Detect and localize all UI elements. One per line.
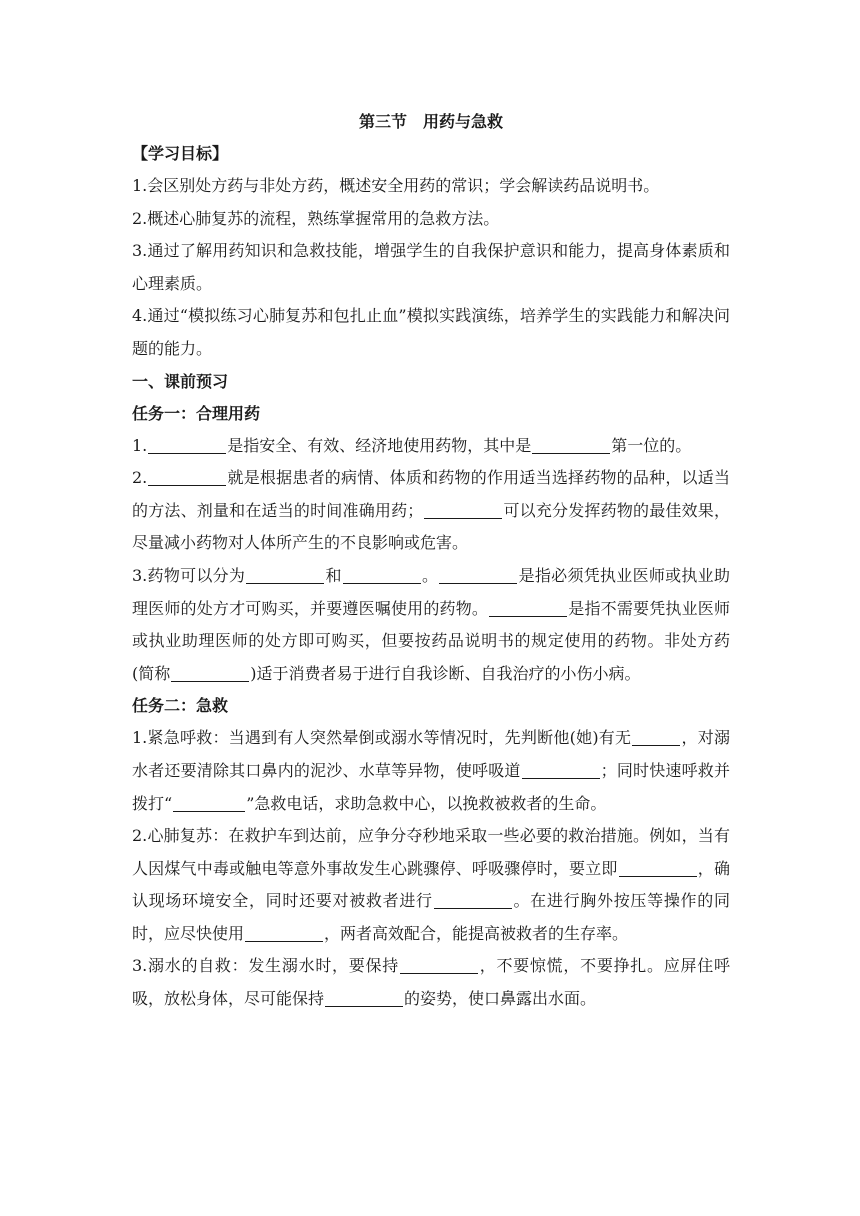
task2-question-1 — [132, 722, 730, 820]
text-segment: 和 — [325, 565, 342, 585]
text-segment: 3.溺水的自救：发生溺水时，要保持 — [132, 956, 399, 976]
text-segment: 3.药物可以分为 — [132, 565, 246, 585]
fill-blank[interactable] — [148, 437, 226, 454]
fill-blank[interactable] — [246, 567, 324, 584]
fill-blank[interactable] — [489, 600, 567, 617]
fill-blank[interactable] — [434, 892, 512, 909]
fill-blank[interactable] — [400, 957, 478, 974]
fill-blank[interactable] — [632, 729, 680, 746]
task1-heading: 任务一：合理用药 — [132, 403, 261, 423]
text-segment: ，确认现场环境安全，同时还要对被救者进行 — [132, 858, 730, 911]
task1-question-2 — [132, 462, 730, 560]
fill-blank[interactable] — [325, 990, 403, 1007]
objective-3: 3.通过了解用药知识和急救技能，增强学生的自我保护意识和能力，提高身体素质和心理素质。 — [132, 241, 730, 293]
worksheet-content — [132, 108, 730, 1016]
text-segment: 可以充分发挥药物的最佳效果，尽量减小药物对人体所产生的不良影响或危害。 — [132, 500, 730, 553]
text-segment: 2.心肺复苏：在救护车到达前，应争分夺秒地采取一些必要的救治措施。例如，当有人因煤气中毒或触电等意外事故发生心跳骤停、呼吸骤停时，要立即 — [132, 826, 730, 878]
text-segment: ，两者高效配合，能提高被救者的生存率。 — [324, 923, 629, 943]
text-segment: 是指必须凭执业医师或执业助理医师的处方才可购买，并要遵医嘱使用的药物。 — [132, 565, 730, 618]
fill-blank[interactable] — [173, 795, 245, 812]
fill-blank[interactable] — [148, 469, 226, 486]
text-segment: 1. — [132, 435, 148, 455]
task1-question-3 — [132, 560, 730, 690]
page-title: 第三节 用药与急救 — [358, 112, 503, 131]
objective-4: 4.通过“模拟练习心肺复苏和包扎止血”模拟实践演练，培养学生的实践能力和解决问题的能力。 — [132, 306, 730, 358]
text-segment: )适于消费者易于进行自我诊断、自我治疗的小伤小病。 — [250, 663, 641, 683]
objectives-heading: 【学习目标】 — [132, 144, 229, 163]
task2-question-2 — [132, 820, 730, 950]
text-segment: ，对溺水者还要清除其口鼻内的泥沙、水草等异物，使呼吸道 — [132, 728, 730, 780]
fill-blank[interactable] — [424, 502, 502, 519]
text-segment: ”急救电话，求助急救中心，以挽救被救者的生命。 — [246, 793, 607, 813]
fill-blank[interactable] — [439, 567, 517, 584]
objective-2: 2.概述心肺复苏的流程，熟练掌握常用的急救方法。 — [132, 208, 500, 228]
fill-blank[interactable] — [343, 567, 421, 584]
text-segment: ，不要惊慌，不要挣扎。应屏住呼吸，放松身体，尽可能保持 — [132, 956, 730, 1009]
task2-question-3 — [132, 950, 730, 1015]
text-segment: 是指安全、有效、经济地使用药物，其中是 — [227, 435, 532, 455]
fill-blank[interactable] — [245, 925, 323, 942]
text-segment: 第一位的。 — [611, 435, 692, 455]
text-segment: 。 — [421, 565, 439, 585]
fill-blank[interactable] — [522, 762, 600, 779]
fill-blank[interactable] — [619, 860, 697, 877]
task1-question-1 — [132, 430, 730, 463]
fill-blank[interactable] — [532, 437, 610, 454]
text-segment: ；同时快速呼救并拨打“ — [132, 760, 730, 813]
objective-1: 1.会区别处方药与非处方药，概述安全用药的常识；学会解读药品说明书。 — [132, 176, 660, 195]
text-segment: 1.紧急呼救：当遇到有人突然晕倒或溺水等情况时，先判断他(她)有无 — [132, 728, 632, 748]
text-segment: 是指不需要凭执业医师或执业助理医师的处方即可购买，但要按药品说明书的规定使用的药物。非处方药(简称 — [132, 598, 730, 683]
text-segment: 。在进行胸外按压等操作的同时，应尽快使用 — [132, 891, 730, 943]
text-segment: 的姿势，使口鼻露出水面。 — [404, 989, 597, 1009]
text-segment: 就是根据患者的病情、体质和药物的作用适当选择药物的品种，以适当的方法、剂量和在适当的时间准确用药； — [132, 468, 730, 520]
task2-heading: 任务二：急救 — [132, 696, 229, 716]
fill-blank[interactable] — [171, 665, 249, 682]
preview-heading: 一、课前预习 — [132, 371, 229, 391]
text-segment: 2. — [132, 468, 148, 488]
